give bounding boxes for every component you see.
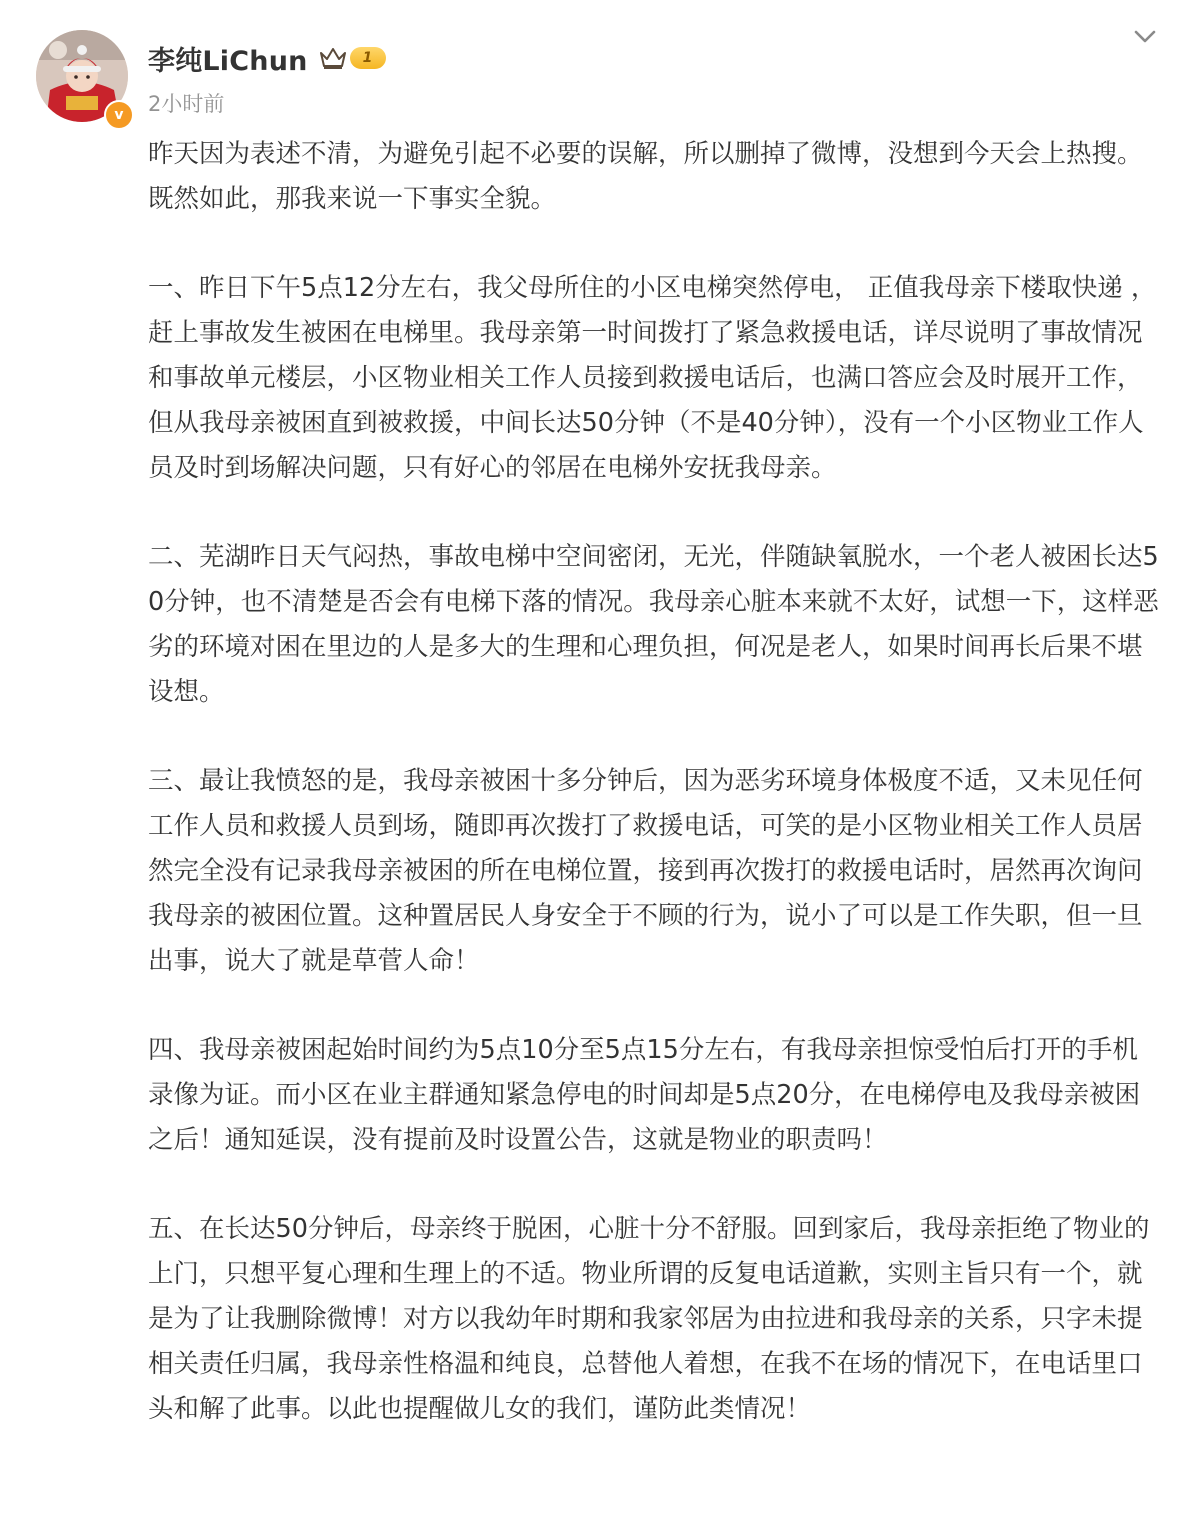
author-name[interactable]: 李纯LiChun [148, 45, 308, 77]
verified-badge: v [104, 100, 134, 130]
author-row [148, 36, 386, 80]
level-badge[interactable]: 1 [350, 47, 386, 69]
post-paragraph-4: 四、我母亲被困起始时间约为5点10分至5点15分左右，有我母亲担惊受怕后打开的手机录像为证。而小区在业主群通知紧急停电的时间却是5点20分，在电梯停电及我母亲被困之后！通知延误，没有提前及时设置公告，这就是物业的职责吗！ [148, 1035, 1141, 1155]
post-timestamp: 2小时前 [148, 92, 225, 116]
post-paragraph-intro: 昨天因为表述不清，为避免引起不必要的误解，所以删掉了微博，没想到今天会上热搜。既然如此，那我来说一下事实全貌。 [148, 139, 1143, 214]
post-header [0, 0, 1200, 140]
post-paragraph-1: 一、昨日下午5点12分左右，我父母所住的小区电梯突然停电， 正值我母亲下楼取快递 ，赶上事故发生被困在电梯里。我母亲第一时间拨打了紧急救援电话，详尽说明了事故情况和事故单元楼层，小区物业相关工作人员接到救援电话后，也满口答应会及时展开工作，但从我母亲被困直到被救援，中间长达50分钟（不是40分钟），没有一个小区物业工作人员及时到场解决问题，只有好心的邻居在电梯外安抚我母亲。 [148, 273, 1157, 483]
chevron-down-icon[interactable] [1128, 22, 1162, 52]
post-paragraph-2: 二、芜湖昨日天气闷热，事故电梯中空间密闭，无光，伴随缺氧脱水，一个老人被困长达50分钟，也不清楚是否会有电梯下落的情况。我母亲心脏本来就不太好，试想一下，这样恶劣的环境对困在里边的人是多大的生理和心理负担，何况是老人，如果时间再长后果不堪设想。 [148, 542, 1159, 707]
crown-icon[interactable] [318, 45, 348, 71]
post-paragraph-5: 五、在长达50分钟后，母亲终于脱困，心脏十分不舒服。回到家后，我母亲拒绝了物业的上门，只想平复心理和生理上的不适。物业所谓的反复电话道歉，实则主旨只有一个，就是为了让我删除微博！对方以我幼年时期和我家邻居为由拉进和我母亲的关系，只字未提相关责任归属，我母亲性格温和纯良，总替他人着想，在我不在场的情况下，在电话里口头和解了此事。以此也提醒做儿女的我们，谨防此类情况！ [148, 1214, 1150, 1424]
post-paragraph-3: 三、最让我愤怒的是，我母亲被困十多分钟后，因为恶劣环境身体极度不适，又未见任何工作人员和救援人员到场，随即再次拨打了救援电话，可笑的是小区物业相关工作人员居然完全没有记录我母亲被困的所在电梯位置，接到再次拨打的救援电话时，居然再次询问我母亲的被困位置。这种置居民人身安全于不顾的行为，说小了可以是工作失职，但一旦出事，说大了就是草菅人命！ [148, 766, 1143, 976]
post-body [148, 132, 1160, 1432]
